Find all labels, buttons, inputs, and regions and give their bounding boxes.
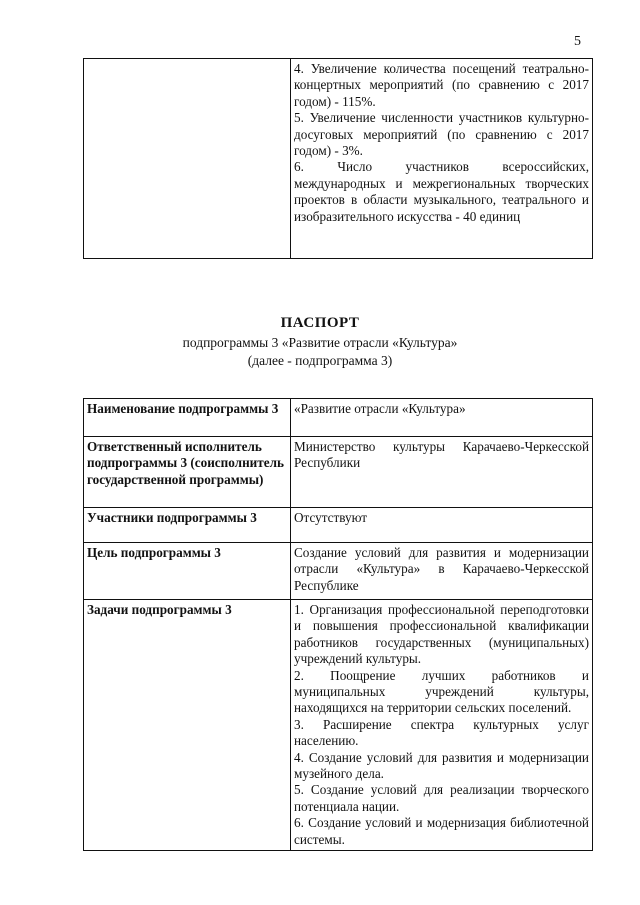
indicator-item: 5. Увеличение численности участников культурно-досуговых мероприятий (по сравнению с 2017 годом) - 3%.: [294, 110, 589, 159]
indicator-item: 6. Число участников всероссийских, международных и межрегиональных творческих проектов в области музыкального, театрального и изобразительного искусства - 40 единиц: [294, 159, 589, 224]
task-item: 4. Создание условий для развития и модернизации музейного дела.: [294, 749, 589, 782]
table-row: [84, 437, 593, 508]
page-number: 5: [574, 34, 581, 49]
tasks-cell: [291, 600, 593, 851]
task-item: 3. Расширение спектра культурных услуг населению.: [294, 716, 589, 749]
empty-cell: [84, 59, 291, 259]
task-item: 2. Поощрение лучших работников и муниципальных учреждений культуры, находящихся на территории сельских поселений.: [294, 667, 589, 716]
table-row: [84, 59, 593, 259]
continuation-table: [83, 58, 593, 259]
passport-title: ПАСПОРТ: [280, 315, 360, 331]
row-label: Задачи подпрограммы 3: [84, 600, 291, 851]
row-label: Ответственный исполнитель подпрограммы 3 (соисполнитель государственной программы): [84, 437, 291, 508]
indicators-cell: [291, 59, 593, 259]
table-row: [84, 508, 593, 543]
row-label: Наименование подпрограммы 3: [84, 399, 291, 437]
row-label: Цель подпрограммы 3: [84, 543, 291, 600]
task-item: 1. Организация профессиональной переподготовки и повышения профессиональной квалификации работников государственных (муниципальных) учреждений культуры.: [294, 602, 589, 667]
passport-subtitle-note: (далее - подпрограмма 3): [247, 353, 393, 368]
passport-subtitle: подпрограммы 3 «Развитие отрасли «Культура»: [182, 335, 458, 350]
row-value: Отсутствуют: [291, 508, 593, 543]
passport-table: [83, 398, 593, 851]
table-row: [84, 399, 593, 437]
table-row: [84, 600, 593, 851]
row-label: Участники подпрограммы 3: [84, 508, 291, 543]
row-value: Создание условий для развития и модернизации отрасли «Культура» в Карачаево-Черкесской Республике: [291, 543, 593, 600]
task-item: 6. Создание условий и модернизация библиотечной системы.: [294, 815, 589, 847]
row-value: Министерство культуры Карачаево-Черкесской Республики: [291, 437, 593, 508]
row-value: «Развитие отрасли «Культура»: [291, 399, 593, 437]
table-row: [84, 543, 593, 600]
indicator-item: 4. Увеличение количества посещений театрально-концертных мероприятий (по сравнению с 2017 годом) - 115%.: [294, 61, 589, 109]
task-item: 5. Создание условий для реализации творческого потенциала нации.: [294, 782, 589, 814]
